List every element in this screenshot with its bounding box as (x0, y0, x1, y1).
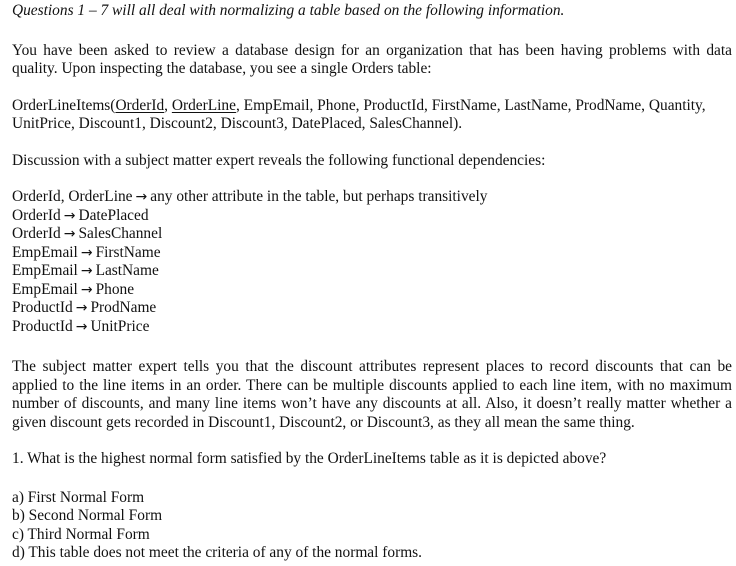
discount-note-paragraph: The subject matter expert tells you that the discount attributes represent places to record discounts that can be applied to the line items in an order. There can be multiple discounts applied to each line item, with no maximum number of discounts, and many line items won’t have any discounts at all. Also, it doesn’t really matter whether a given discount gets recorded in Discount1, Discount2, or Discount3, as they all mean the same thing. (12, 358, 732, 431)
answer-option-d: d) This table does not meet the criteria of any of the normal forms. (12, 544, 423, 561)
dependency-lhs: EmpEmail (12, 280, 78, 298)
functional-dependency-list (12, 188, 732, 336)
answer-options (12, 489, 732, 563)
dependency-lhs: OrderId (12, 225, 61, 242)
dependency-rhs: any other attribute in the table, but perhaps transitively (150, 188, 488, 205)
right-arrow-icon: → (80, 281, 93, 298)
right-arrow-icon: → (63, 226, 76, 242)
schema-open-paren: ( (110, 96, 116, 114)
answer-option-c: c) Third Normal Form (12, 525, 150, 543)
question-text: 1. What is the highest normal form satisfied by the OrderLineItems table as it is depicted above? (12, 450, 607, 467)
schema-definition (12, 97, 732, 134)
dependency-lhs: EmpEmail (12, 262, 78, 279)
dependency-rhs: ProdName (90, 299, 157, 316)
schema-table-name: OrderLineItems (12, 96, 111, 114)
dependency-lhs: ProductId (12, 299, 73, 316)
dependency-rhs: SalesChannel (78, 225, 163, 242)
dependency-rhs: LastName (95, 262, 159, 279)
right-arrow-icon: → (135, 189, 148, 205)
schema-key-separator: , (164, 96, 172, 114)
dependency-rhs: UnitPrice (90, 317, 150, 335)
right-arrow-icon: → (63, 207, 76, 224)
dependency-rhs: DatePlaced (78, 206, 149, 224)
answer-option-b: b) Second Normal Form (12, 507, 163, 524)
dependency-item (12, 207, 732, 226)
answer-option-a: a) First Normal Form (12, 488, 145, 506)
dependency-item (12, 281, 732, 300)
right-arrow-icon: → (75, 300, 88, 316)
schema-key-orderline: OrderLine (171, 96, 236, 114)
right-arrow-icon: → (80, 263, 93, 279)
intro-paragraph: You have been asked to review a database design for an organization that has been having problems with data quality. Upon inspecting the database, you see a single Orders table: (12, 41, 732, 77)
section-heading: Questions 1 – 7 will all deal with normalizing a table based on the following information. (12, 2, 565, 19)
dependency-item (12, 299, 732, 318)
dependency-lhs: ProductId (12, 317, 73, 335)
dependency-item (12, 225, 732, 244)
right-arrow-icon: → (75, 318, 88, 335)
schema-key-orderid: OrderId (115, 96, 165, 114)
dependency-item (12, 188, 732, 207)
right-arrow-icon: → (80, 244, 93, 261)
dependency-lhs: OrderId, OrderLine (12, 188, 133, 205)
dependency-item (12, 318, 732, 337)
document-page (12, 2, 732, 563)
dependency-item (12, 262, 732, 281)
dependency-rhs: FirstName (95, 243, 161, 261)
discussion-paragraph: Discussion with a subject matter expert reveals the following functional dependencies: (12, 151, 546, 169)
dependency-item (12, 244, 732, 263)
dependency-lhs: OrderId (12, 206, 61, 224)
dependency-rhs: Phone (95, 280, 135, 298)
dependency-lhs: EmpEmail (12, 243, 78, 261)
schema-attributes: , EmpEmail, Phone, ProductId, FirstName, LastName, ProdName, Quantity, UnitPrice, Discount1, Discount2, Discount3, DatePlaced, SalesChannel). (12, 96, 706, 132)
